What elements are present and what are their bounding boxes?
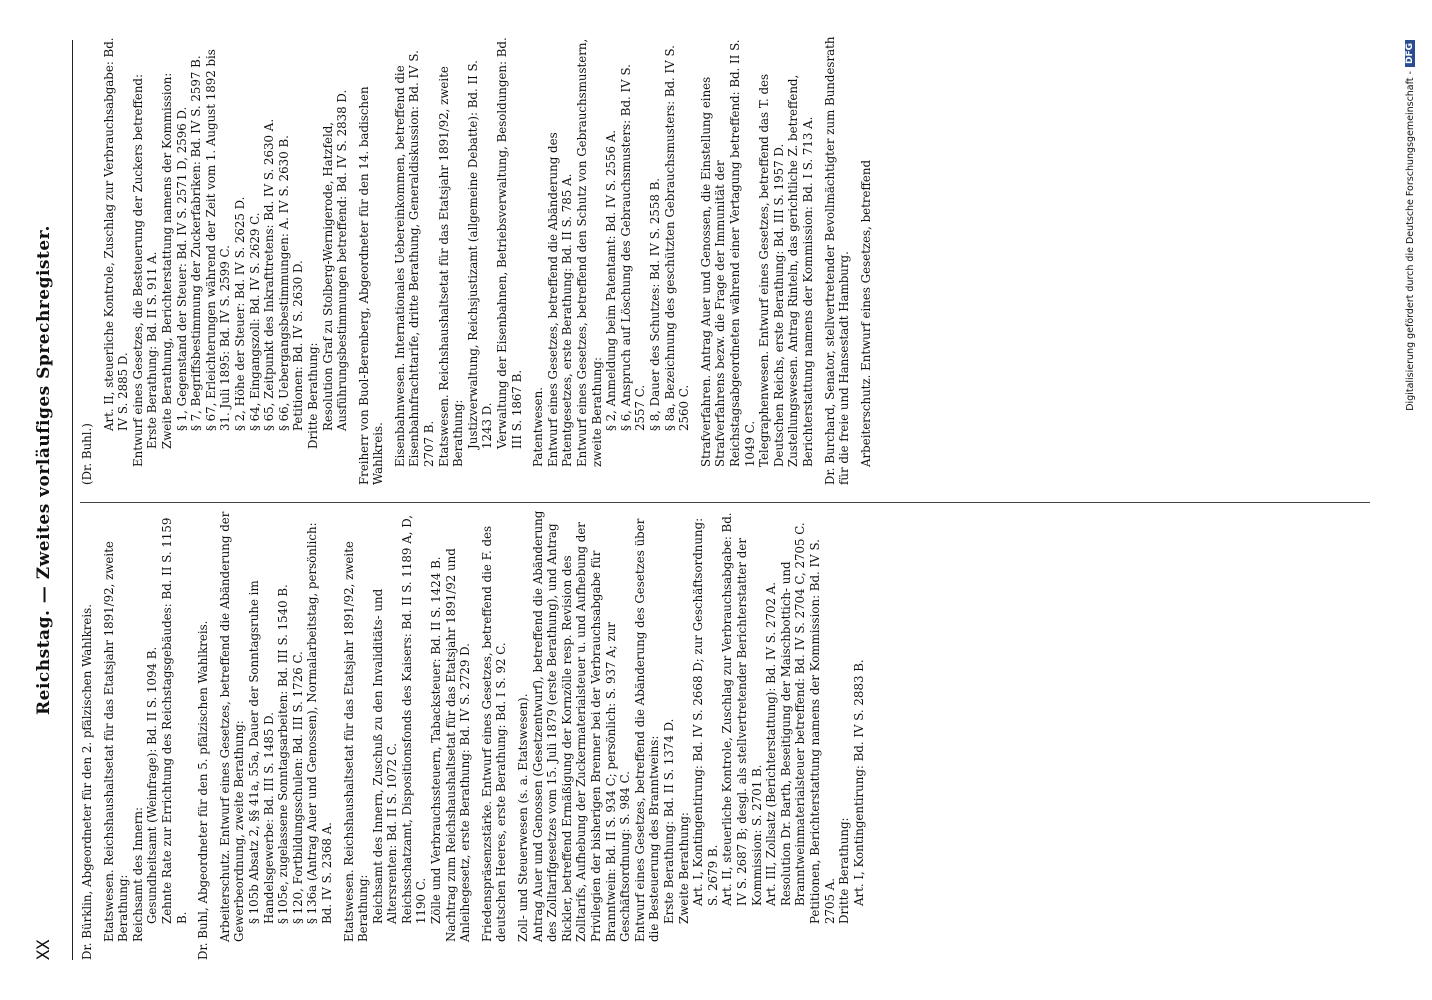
register-entry: Entwurf eines Gesetzes, betreffend die Abänderung des Gesetzes über die Besteuerung des Branntweins: <box>632 518 662 942</box>
register-entry: Telegraphenwesen. Entwurf eines Gesetzes, betreffend das T. des Deutschen Reichs, erste Berathung: Bd. III S. 1957 D. <box>757 73 786 467</box>
register-entry: Art. I, Kontingentirung: Bd. IV S. 2668 D; zur Geschäftsordnung: S. 2679 B. <box>691 517 720 906</box>
register-entry: Eisenbahnwesen. Internationales Uebereinkommen, betreffend die Eisenbahnfrachttarife, dritte Berathung, Generaldiskussion: Bd. IV S. 2707 B. <box>392 50 437 467</box>
page-number: XX <box>34 939 54 960</box>
register-entry: Petitionen, Berichterstattung namens der Kommission: Bd. IV S. 2705 A. <box>807 539 837 924</box>
register-entry: Etatswesen. Reichshaushaltsetat für das Etatsjahr 1891/92, zweite Berathung: <box>436 66 466 467</box>
register-entry: § 120, Fortbildungsschulen: Bd. III S. 1726 C. <box>290 651 305 924</box>
register-entry: (Dr. Buhl.) <box>80 423 94 485</box>
register-entry: Etatswesen. Reichshaushaltsetat für das Etatsjahr 1891/92, zweite Berathung: <box>101 541 131 942</box>
paragraph-gap <box>852 35 859 485</box>
column-divider <box>80 502 1370 503</box>
register-entry: § 67, Erleichterungen während der Zeit vom 1. August 1892 bis 31. Juli 1895: Bd. IV S. 2599 C. <box>203 49 233 431</box>
dfg-logo: DFG <box>1405 40 1415 67</box>
register-entry: § 8a, Bezeichnung des geschützten Gebrauchsmusters: Bd. IV S. 2560 C. <box>662 45 692 431</box>
paragraph-gap <box>335 510 342 960</box>
register-entry: Friedenspräsenzstärke. Entwurf eines Gesetzes, betreffend die F. des deutschen Heeres, erste Berathung: Bd. I S. 92 C. <box>479 525 509 942</box>
right-column <box>80 35 873 485</box>
register-entry: Erste Berathung: Bd. II S. 911 A. <box>145 251 160 449</box>
paragraph-gap <box>386 35 393 485</box>
credit-text: Digitalisierung gefördert durch die Deutsche Forschungsgemeinschaft - <box>1404 71 1416 411</box>
register-entry: Reichsschatzamt, Dispositionsfonds des Kaisers: Bd. II S. 1189 A, D, 1190 C. <box>399 515 429 924</box>
register-entry: Freiherr von Buol-Berenberg, Abgeordneter für den 14. badischen Wahlkreis. <box>356 86 386 485</box>
register-entry: § 7, Begriffsbestimmung der Zuckerfabriken: Bd. IV S. 2597 B. <box>189 55 204 431</box>
register-entry: Dr. Burchard, Senator, stellvertretender Bevollmächtigter zum Bundesrath für die freie und Hansestadt Hamburg. <box>822 36 852 485</box>
register-entry: Erste Berathung: Bd. II S. 1374 D. <box>661 718 676 924</box>
register-entry: Resolution Graf zu Stolberg-Wernigerode, Hatzfeld, Ausführungsbestimmungen betreffend: Bd. IV S. 2838 D. <box>320 89 350 431</box>
register-entry: Art. III, Zollsatz (Berichterstattung): Bd. IV S. 2702 A. <box>764 582 779 906</box>
register-entry: Strafverfahren. Antrag Auer und Genossen, die Einstellung eines Strafverfahrens bezw. die Frage der Immunität der Reichstagsabgeordneten während einer Vertagung betreffend: Bd. II S. 1049 C. <box>698 39 757 467</box>
register-entry: § 2, Anmeldung beim Patentamt: Bd. IV S. 2556 A. <box>604 129 619 431</box>
paragraph-gap <box>473 510 480 960</box>
register-entry: Nachtrag zum Reichshaushaltsetat für das Etatsjahr 1891/92 und Anleihegesetz, erste Berathung: Bd. IV S. 2729 D. <box>443 548 473 942</box>
register-entry: Zoll- und Steuerwesen (s. a. Etatswesen). <box>516 693 531 942</box>
paragraph-gap <box>95 510 102 960</box>
left-column <box>80 510 866 960</box>
register-entry: § 66, Uebergangsbestimmungen: A. IV S. 2630 B. <box>276 135 291 431</box>
register-entry: § 136a (Antrag Auer und Genossen), Normalarbeitstag, persönlich: Bd. IV S. 2368 A. <box>305 522 334 924</box>
register-entry: Art. II, steuerliche Kontrole, Zuschlag zur Verbrauchsabgabe: Bd. IV S. 2885 D. <box>101 37 131 431</box>
register-entry: Dr. Bürklin, Abgeordneter für den 2. pfälzischen Wahlkreis. <box>80 604 94 960</box>
register-entry: Dr. Buhl, Abgeordneter für den 5. pfälzischen Wahlkreis. <box>196 620 211 960</box>
register-entry: Gesundheitsamt (Weinfrage): Bd. II S. 1094 B. <box>145 646 160 924</box>
register-entry: § 64, Eingangszoll: Bd. IV S. 2629 C. <box>247 212 262 431</box>
digitization-credit <box>1395 0 1425 1000</box>
paragraph-gap <box>692 35 699 485</box>
header-rule <box>72 40 73 960</box>
register-entry: § 1, Gegenstand der Steuer: Bd. IV S. 2571 D, 2596 D. <box>174 106 189 431</box>
register-entry: § 105b Absatz 2, §§ 41a, 55a, Dauer der Sonntagsruhe im Handelsgewerbe: Bd. III S. 1485 D. <box>246 580 276 924</box>
page-title: Reichstag. — Zweites vorläufiges Sprechregister. <box>34 225 54 715</box>
register-entry: Entwurf eines Gesetzes, die Besteuerung der Zuckers betreffend: <box>130 74 145 467</box>
paragraph-gap <box>95 35 102 485</box>
register-entry: Justizverwaltung, Reichsjustizamt (allgemeine Debatte): Bd. II S. 1243 D. <box>465 60 495 449</box>
register-entry: Art. II, steuerliche Kontrole, Zuschlag zur Verbrauchsabgabe: Bd. IV S. 2687 B; desgl. als stellvertretender Berichterstatter der Kommission: S. 2701 B. <box>720 512 764 906</box>
register-entry: Reichsamt des Innern: <box>130 807 145 942</box>
register-entry: § 8, Dauer des Schutzes: Bd. IV S. 2558 B. <box>647 177 662 431</box>
register-entry: § 6, Anspruch auf Löschung des Gebrauchsmusters: Bd. IV S. 2557 C. <box>618 64 648 431</box>
register-entry: Arbeiterschutz. Entwurf eines Gesetzes, betreffend die Abänderung der Gewerbeordnung, zweite Berathung: <box>217 511 247 942</box>
register-entry: Antrag Auer und Genossen (Gesetzentwurf), betreffend die Abänderung des Zolltarifgesetzes vom 15. Juli 1879 (erste Berathung), und Antrag Rickler, betreffend Ermäßigung der Kornzölle resp. Revision des Zolltarifs, Aufhebung der Zuckermaterialsteuer u. und Aufhebung der Privilegien der bisherigen Brenner bei der Verbrauchsabgabe für Branntwein: Bd. II S. 934 C; persönlich: S. 937 A; zur Geschäftsordnung: S. 984 C. <box>530 510 633 942</box>
register-entry: Zustellungswesen. Antrag Rinteln, das gerichtliche Z. betreffend, Berichterstattung namens der Kommission: Bd. I S. 713 A. <box>786 74 815 467</box>
paragraph-gap <box>509 510 516 960</box>
register-entry: Petitionen: Bd. IV S. 2630 D. <box>291 260 306 431</box>
register-entry: Resolution Dr. Barth, Beseitigung der Maischbottich- und Branntweinmaterialsteuer betreffend: Bd. IV S. 2704 C, 2705 C. <box>778 522 808 906</box>
register-entry: Zweite Berathung, Berichterstattung namens der Kommission: <box>159 72 174 449</box>
register-entry: Etatswesen. Reichshaushaltsetat für das Etatsjahr 1891/92, zweite Berathung: <box>341 541 371 942</box>
register-entry: Arbeiterschutz. Entwurf eines Gesetzes, betreffend <box>858 159 873 467</box>
register-entry: Entwurf eines Gesetzes, betreffend die Abänderung des Patentgesetzes, erste Berathung: Bd. II S. 785 A. <box>545 132 575 467</box>
paragraph-gap <box>350 35 357 485</box>
paragraph-gap <box>189 510 196 960</box>
register-entry: § 2, Höhe der Steuer: Bd. IV S. 2625 D. <box>232 196 247 431</box>
register-entry: Zweite Berathung: <box>676 812 691 924</box>
paragraph-gap <box>524 35 531 485</box>
register-entry: Zölle und Verbrauchssteuern, Tabacksteuer: Bd. II S. 1424 B. <box>429 556 444 924</box>
page-header <box>18 40 70 960</box>
register-entry: Zehnte Rate zur Errichtung des Reichstagsgebäudes: Bd. II S. 1159 B. <box>159 517 189 924</box>
register-entry: Entwurf eines Gesetzes, betreffend den Schutz von Gebrauchsmustern, zweite Berathung: <box>575 38 604 467</box>
register-entry: § 105e, zugelassene Sonntagsarbeiten: Bd. III S. 1540 B. <box>276 584 291 924</box>
register-entry: Verwaltung der Eisenbahnen, Betriebsverwaltung, Besoldungen: Bd. III S. 1867 B. <box>495 37 524 449</box>
register-entry: Reichsamt des Innern, Zuschuß zu den Invaliditäts- und Altersrenten: Bd. II S. 1072 C. <box>370 588 400 924</box>
paragraph-gap <box>816 35 823 485</box>
register-entry: Dritte Berathung: <box>305 342 320 449</box>
register-entry: Art. I, Kontingentirung: Bd. IV S. 2883 B. <box>851 659 866 906</box>
register-entry: § 65, Zeitpunkt des Inkrafttretens: Bd. IV S. 2630 A. <box>262 118 277 431</box>
register-entry: Dritte Berathung: <box>837 817 852 924</box>
register-entry: Patentwesen. <box>531 387 546 467</box>
paragraph-gap <box>211 510 218 960</box>
